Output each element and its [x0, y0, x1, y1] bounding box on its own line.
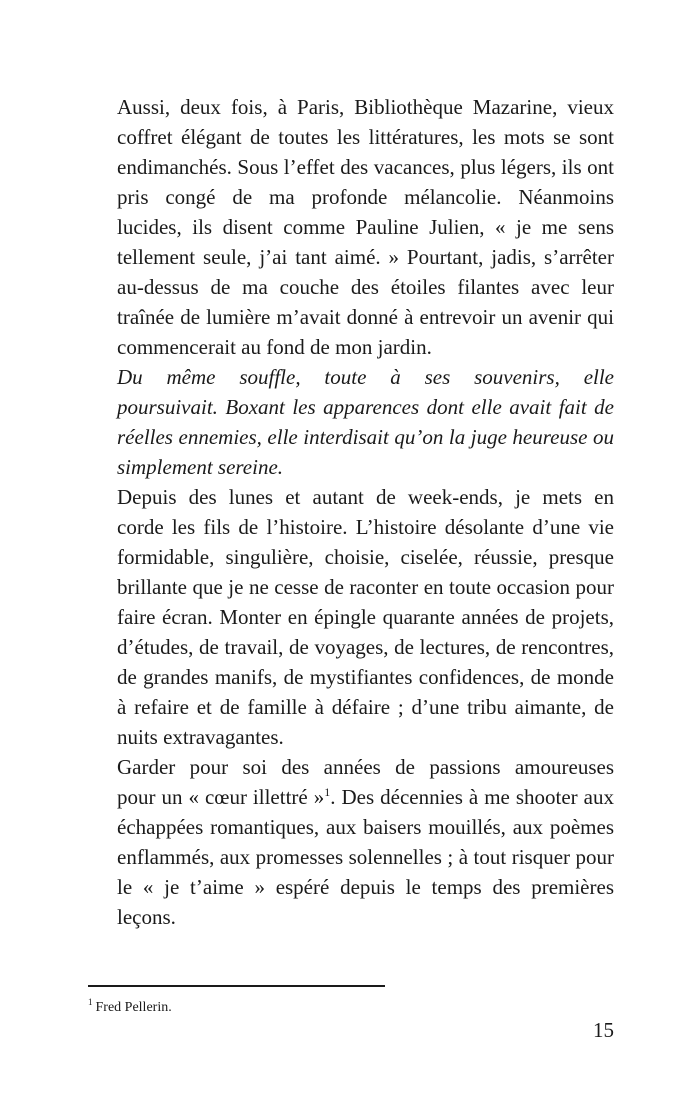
text-line: à refaire et de famille à défaire ; d’une tribu aimante, de	[117, 695, 614, 719]
paragraph-3	[88, 482, 614, 752]
body-text	[88, 92, 614, 932]
text-line: coffret élégant de toutes les littératures, les mots se sont	[117, 125, 614, 149]
footnote-reference[interactable]: 1	[324, 785, 331, 799]
text-line: Garder pour soi des années de passions amoureuses	[117, 755, 614, 779]
text-line: le « je t’aime » espéré depuis le temps des premières	[117, 875, 614, 899]
text-line: au-dessus de ma couche des étoiles filantes avec leur	[117, 275, 614, 299]
text-line: leçons.	[117, 905, 176, 929]
text-line: endimanchés. Sous l’effet des vacances, plus légers, ils ont	[117, 155, 614, 179]
page-number: 15	[593, 1018, 614, 1042]
footnote-text: Fred Pellerin.	[95, 1000, 172, 1015]
paragraph-2-italic	[88, 362, 614, 482]
paragraph-4	[88, 752, 614, 932]
footnote	[88, 999, 172, 1017]
text-line: traînée de lumière m’avait donné à entrevoir un avenir qui	[117, 305, 614, 329]
text-line: tellement seule, j’ai tant aimé. » Pourtant, jadis, s’arrêter	[117, 245, 614, 269]
text-line: échappées romantiques, aux baisers mouillés, aux poèmes	[117, 815, 614, 839]
text-line: enflammés, aux promesses solennelles ; à tout risquer pour	[117, 845, 614, 869]
text-line: brillante que je ne cesse de raconter en toute occasion pour	[117, 575, 614, 599]
text-segment: . Des décennies à me shooter aux	[330, 785, 614, 809]
text-line: formidable, singulière, choisie, ciselée, réussie, presque	[117, 545, 614, 569]
text-line: de grandes manifs, de mystifiantes confidences, de monde	[117, 665, 614, 689]
text-segment: pour un « cœur illettré »	[117, 785, 325, 809]
text-line: simplement sereine.	[117, 455, 284, 479]
footnote-marker: 1	[88, 997, 93, 1008]
text-line: poursuivait. Boxant les apparences dont elle avait fait de	[117, 395, 614, 419]
text-line: Aussi, deux fois, à Paris, Bibliothèque Mazarine, vieux	[117, 95, 614, 119]
text-line: Du même souffle, toute à ses souvenirs, elle	[117, 365, 614, 389]
text-line: pris congé de ma profonde mélancolie. Néanmoins	[117, 185, 614, 209]
text-line-with-footnote-ref	[88, 782, 614, 812]
text-line: d’études, de travail, de voyages, de lectures, de rencontres,	[117, 635, 614, 659]
text-line: lucides, ils disent comme Pauline Julien, « je me sens	[117, 215, 614, 239]
text-line: Depuis des lunes et autant de week-ends, je mets en	[117, 485, 614, 509]
text-line: nuits extravagantes.	[117, 725, 284, 749]
text-line: commencerait au fond de mon jardin.	[117, 335, 432, 359]
text-line: réelles ennemies, elle interdisait qu’on la juge heureuse ou	[117, 425, 614, 449]
paragraph-1	[88, 92, 614, 362]
footnote-divider	[88, 985, 385, 987]
text-line: corde les fils de l’histoire. L’histoire désolante d’une vie	[117, 515, 614, 539]
text-line: faire écran. Monter en épingle quarante années de projets,	[117, 605, 614, 629]
